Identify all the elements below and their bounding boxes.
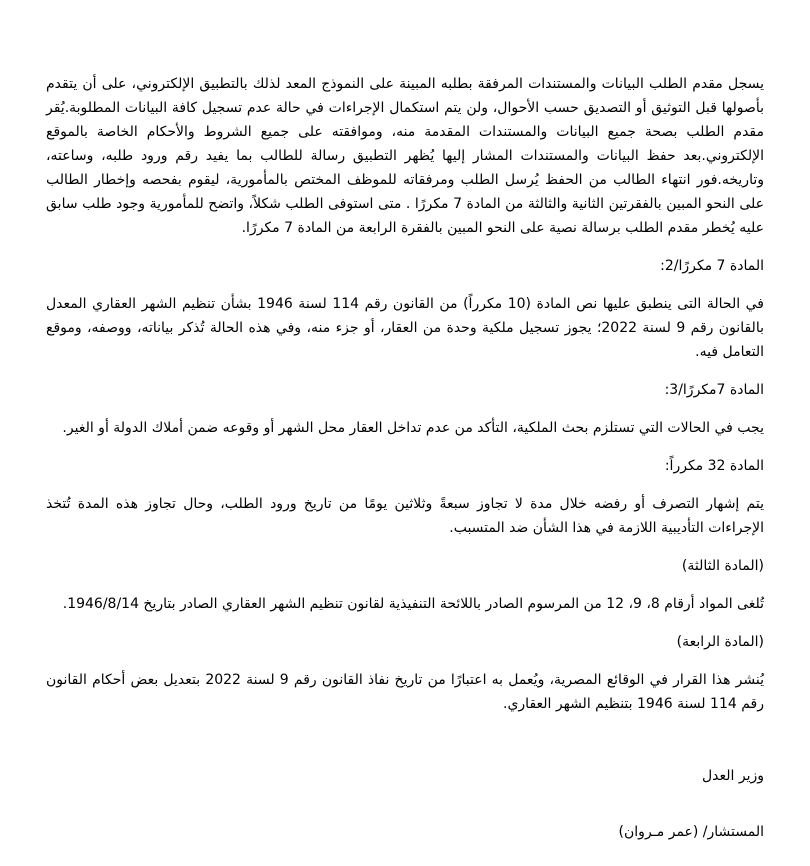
heading-article-four: (المادة الرابعة) [676,634,764,650]
paragraph-article-7-bis-3-body: يجب في الحالات التي تستلزم بحث الملكية، التأكد من عدم تداخل العقار محل الشهر أو وقوعه ضمن أملاك الدولة أو الغير. [62,420,764,436]
heading-article-three: (المادة الثالثة) [681,558,764,574]
signature-name-counselor: المستشار/ (عمر مـروان) [618,824,764,840]
signature-block [46,764,764,844]
paragraph-application-registration-procedure: يسجل مقدم الطلب البيانات والمستندات المرفقة بطلبه المبينة على النموذج المعد لذلك بالتطبيق الإلكتروني، على أن يتقدم بأصولها قبل التوثيق أو التصديق حسب الأحوال، ولن يتم استكمال الإجراءات في حالة عدم تسجيل كافة البيانات المطلوبة.يُقر مقدم الطلب بصحة جميع البيانات والمستندات المقدمة منه، وموافقته على جميع الشروط والأحكام الخاصة بالموقع الإلكتروني.بعد حفظ البيانات والمستندات المشار إليها يُظهر التطبيق رسالة للطالب بما يفيد رقم ورود طلبه، وساعته، وتاريخه.فور انتهاء الطالب من الحفظ يُرسل الطلب ومرفقاته للموظف المختص بالمأمورية، ليقوم بفحصه وإخطار الطالب على النحو المبين بالفقرتين الثانية والثالثة من المادة 7 مكررًا . متى استوفى الطلب شكلاً، واتضح للمأمورية وجود طلب سابق عليه يُخطر مقدم الطلب برسالة نصية على النحو المبين بالفقرة الرابعة من المادة 7 مكررًا. [46,76,764,236]
signature-title-minister-of-justice: وزير العدل [701,768,764,784]
heading-article-32-bis: المادة 32 مكرراً: [664,458,764,474]
paragraph-article-four-body: يُنشر هذا القرار في الوقائع المصرية، ويُعمل به اعتبارًا من تاريخ نفاذ القانون رقم 9 لسنة 2022 بتعديل بعض أحكام القانون رقم 114 لسنة 1946 بتنظيم الشهر العقاري. [46,672,765,712]
paragraph-article-7-bis-2-body: في الحالة التى ينطبق عليها نص المادة (10 مكرراً) من القانون رقم 114 لسنة 1946 بشأن تنظيم الشهر العقاري المعدل بالقانون رقم 9 لسنة 2022؛ يجوز تسجيل ملكية وحدة من العقار، أو جزء منه، وفي هذه الحالة تُذكر بياناته، ووصفه، وموقع التعامل فيه. [46,296,764,360]
paragraph-article-32-bis-body: يتم إشهار التصرف أو رفضه خلال مدة لا تجاوز سبعةً وثلاثين يومًا من تاريخ ورود الطلب، وحال تجاوز هذه المدة تُتخذ الإجراءات التأديبية اللازمة في هذا الشأن ضد المتسبب. [46,496,764,536]
heading-article-7-bis-2: المادة 7 مكررًا/2: [660,258,764,274]
paragraph-article-three-body: تُلغى المواد أرقام 8، 9، 12 من المرسوم الصادر باللائحة التنفيذية لقانون تنظيم الشهر العقاري الصادر بتاريخ 1946/8/14. [62,596,764,612]
heading-article-7-bis-3: المادة 7مكررًا/3: [664,382,764,398]
